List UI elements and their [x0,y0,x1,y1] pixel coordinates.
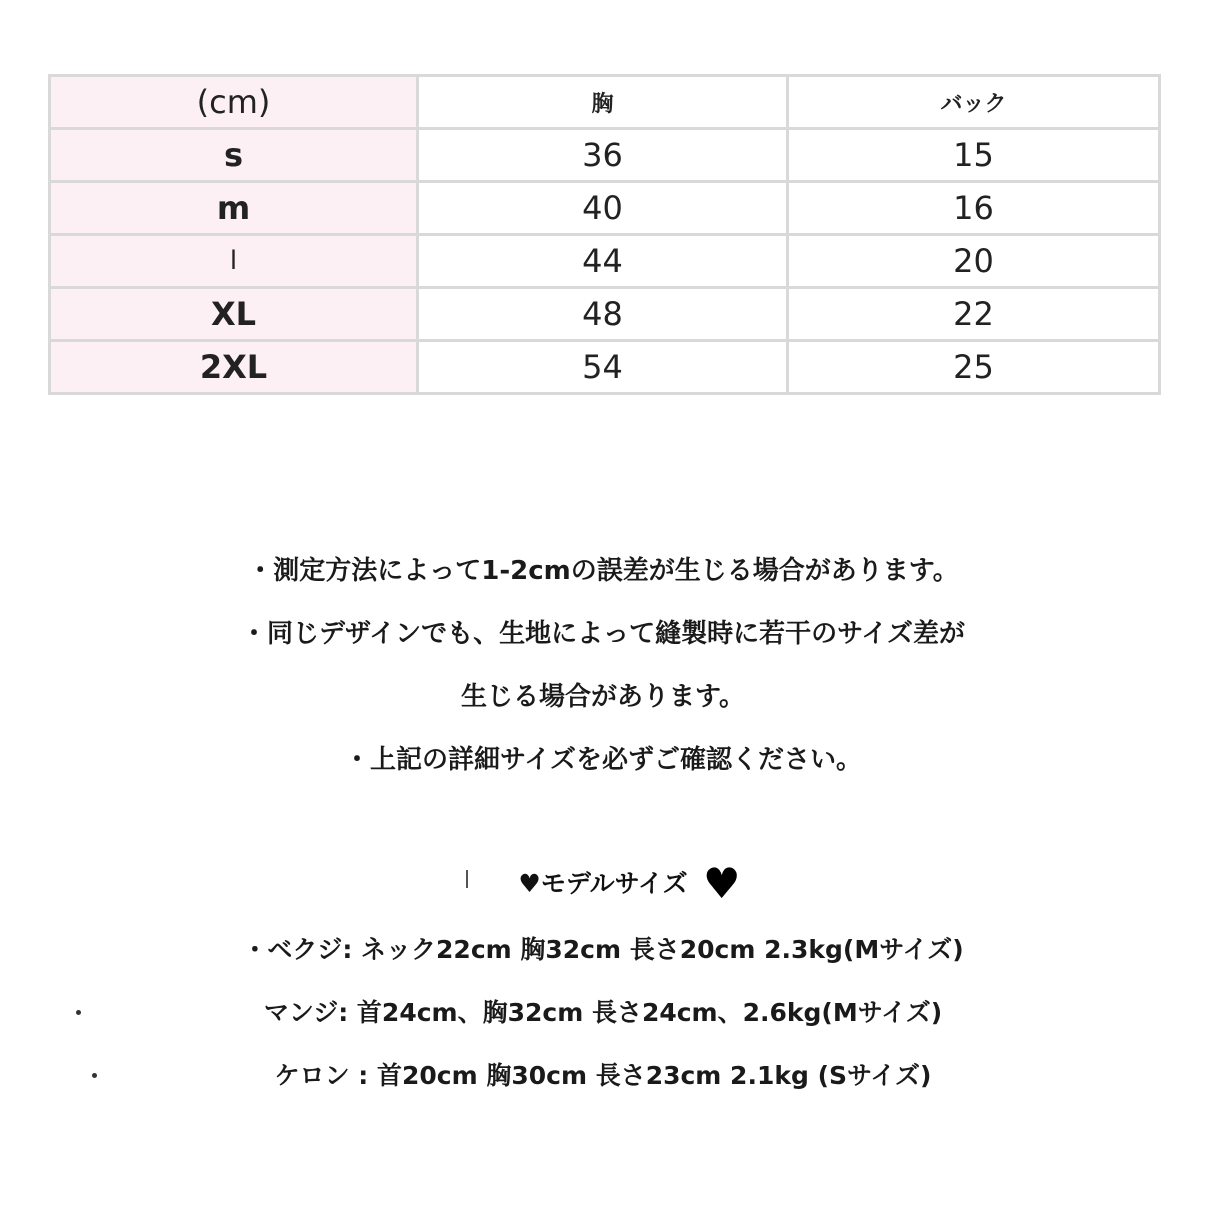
table-row [50,182,1160,235]
size-label-cell: m [50,182,418,235]
size-label-cell: l [50,235,418,288]
model-size-title: ♥モデルサイズ [518,869,688,898]
table-row [50,235,1160,288]
size-label-cell: XL [50,288,418,341]
table-row [50,288,1160,341]
note-fabric-difference: ・同じデザインでも、生地によって縫製時に若干のサイズ差が [240,619,966,649]
size-label-cell: 2XL [50,341,418,394]
table-row [50,341,1160,394]
note-check-size: ・上記の詳細サイズを必ずご確認ください。 [344,745,862,775]
heart-icon: ♥ [703,859,741,908]
note-measurement-error: ・測定方法によって1-2cmの誤差が生じる場合があります。 [247,556,959,586]
chest-header-cell: 胸 [418,76,788,129]
size-table [48,74,1161,395]
chest-value-cell: 40 [418,182,788,235]
chest-value-cell: 36 [418,129,788,182]
model-line-bekuji: ・ベクジ: ネック22cm 胸32cm 長さ20cm 2.3kg(Mサイズ) [242,935,964,964]
back-value-cell: 25 [788,341,1160,394]
notes-section [0,548,1206,800]
back-value-cell: 15 [788,129,1160,182]
back-header-cell: バック [788,76,1160,129]
model-line-manji: マンジ: 首24cm、胸32cm 長さ24cm、2.6kg(Mサイズ) [263,998,943,1027]
back-value-cell: 20 [788,235,1160,288]
note-fabric-difference-cont: 生じる場合があります。 [461,682,745,712]
size-label-cell: s [50,129,418,182]
back-value-cell: 16 [788,182,1160,235]
chest-value-cell: 48 [418,288,788,341]
unit-header-cell: (cm) [50,76,418,129]
chest-value-cell: 44 [418,235,788,288]
table-row [50,129,1160,182]
model-line-keron: ケロン : 首20cm 胸30cm 長さ23cm 2.1kg (Sサイズ) [274,1061,932,1090]
chest-value-cell: 54 [418,341,788,394]
back-value-cell: 22 [788,288,1160,341]
table-header-row [50,76,1160,129]
